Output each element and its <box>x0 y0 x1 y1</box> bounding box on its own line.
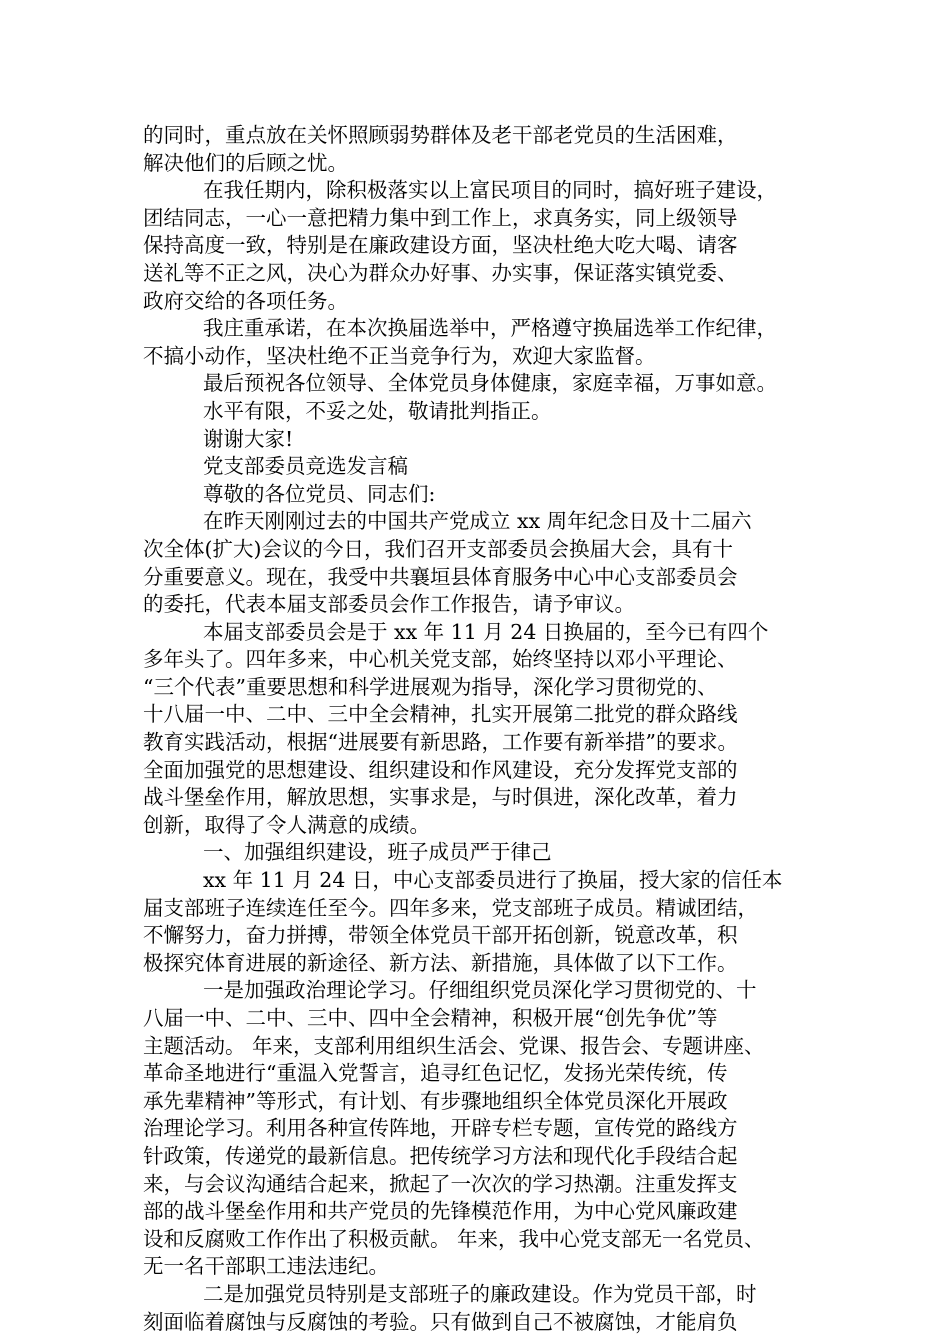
text-line: 针政策，传递党的最新信息。把传统学习方法和现代化手段结合起 <box>143 1143 738 1168</box>
text-line: 在我任期内，除积极落实以上富民项目的同时，搞好班子建设， <box>203 178 777 203</box>
text-line: 的委托，代表本届支部委员会作工作报告，请予审议。 <box>143 592 635 617</box>
text-line: 部的战斗堡垒作用和共产党员的先锋模范作用，为中心党风廉政建 <box>143 1199 738 1224</box>
text-line: 一、加强组织建设，班子成员严于律己 <box>203 840 552 865</box>
text-line: 全面加强党的思想建设、组织建设和作风建设，充分发挥党支部的 <box>143 757 738 782</box>
text-line: 设和反腐败工作作出了积极贡献。 年来，我中心党支部无一名党员、 <box>143 1226 765 1251</box>
text-line: 尊敬的各位党员、同志们: <box>203 481 436 506</box>
text-line: 革命圣地进行“重温入党誓言，追寻红色记忆，发扬光荣传统，传 <box>143 1061 728 1086</box>
text-line: 主题活动。 年来，支部利用组织生活会、党课、报告会、专题讲座、 <box>143 1033 765 1058</box>
text-line: 创新，取得了令人满意的成绩。 <box>143 812 430 837</box>
text-line: 一是加强政治理论学习。仔细组织党员深化学习贯彻党的、十 <box>203 978 757 1003</box>
text-line: 我庄重承诺，在本次换届选举中，严格遵守换届选举工作纪律， <box>203 316 777 341</box>
text-line: 教育实践活动，根据“进展要有新思路，工作要有新举措”的要求。 <box>143 730 738 755</box>
text-line: 谢谢大家! <box>203 426 294 451</box>
text-line: 不搞小动作，坚决杜绝不正当竞争行为，欢迎大家监督。 <box>143 343 656 368</box>
text-line: 来，与会议沟通结合起来，掀起了一次次的学习热潮。注重发挥支 <box>143 1171 738 1196</box>
document-page <box>143 122 823 1336</box>
document-body <box>143 122 823 1336</box>
text-line: 分重要意义。现在，我受中共襄垣县体育服务中心中心支部委员会 <box>143 564 738 589</box>
text-line: 的同时，重点放在关怀照顾弱势群体及老干部老党员的生活困难， <box>143 123 738 147</box>
text-line: 二是加强党员特别是支部班子的廉政建设。作为党员干部，时 <box>203 1281 757 1306</box>
text-line: 在昨天刚刚过去的中国共产党成立 xx 周年纪念日及十二届六 <box>203 509 752 534</box>
text-line: 无一名干部职工违法违纪。 <box>143 1254 389 1279</box>
text-line: 治理论学习。利用各种宣传阵地，开辟专栏专题，宣传党的路线方 <box>143 1116 738 1141</box>
text-line: 多年头了。四年多来，中心机关党支部，始终坚持以邓小平理论、 <box>143 647 738 672</box>
text-line: 十八届一中、二中、三中全会精神，扎实开展第二批党的群众路线 <box>143 702 738 727</box>
text-line: 水平有限，不妥之处，敬请批判指正。 <box>203 398 552 423</box>
text-line: xx 年 11 月 24 日，中心支部委员进行了换届，授大家的信任本 <box>203 868 783 893</box>
text-line: 政府交给的各项任务。 <box>143 288 348 313</box>
text-line: 最后预祝各位领导、全体党员身体健康，家庭幸福，万事如意。 <box>203 371 777 396</box>
text-line: 八届一中、二中、三中、四中全会精神，积极开展“创先争优”等 <box>143 1006 718 1030</box>
text-line: 解决他们的后顾之忧。 <box>143 150 348 175</box>
text-line: 次全体(扩大)会议的今日，我们召开支部委员会换届大会，具有十 <box>143 536 733 561</box>
text-line: 承先辈精神”等形式，有计划、有步骤地组织全体党员深化开展政 <box>143 1088 728 1113</box>
text-line: 极探究体育进展的新途径、新方法、新措施，具体做了以下工作。 <box>143 950 738 975</box>
text-line: 团结同志，一心一意把精力集中到工作上，求真务实，同上级领导 <box>143 205 738 230</box>
text-line: “三个代表”重要思想和科学进展观为指导，深化学习贯彻党的、 <box>143 674 718 699</box>
text-line: 本届支部委员会是于 xx 年 11 月 24 日换届的，至今已有四个 <box>203 619 769 644</box>
text-line: 党支部委员竞选发言稿 <box>203 454 408 479</box>
text-line: 送礼等不正之风，决心为群众办好事、办实事，保证落实镇党委、 <box>143 260 738 285</box>
text-line: 战斗堡垒作用，解放思想，实事求是，与时俱进，深化改革，着力 <box>143 785 738 810</box>
text-line: 保持高度一致，特别是在廉政建设方面，坚决杜绝大吃大喝、请客 <box>143 233 738 258</box>
text-line: 届支部班子连续连任至今。四年多来，党支部班子成员。精诚团结， <box>143 895 758 920</box>
text-line: 刻面临着腐蚀与反腐蚀的考验。只有做到自己不被腐蚀，才能肩负 <box>143 1309 738 1334</box>
text-line: 不懈努力，奋力拼搏，带领全体党员干部开拓创新，锐意改革，积 <box>143 923 738 948</box>
